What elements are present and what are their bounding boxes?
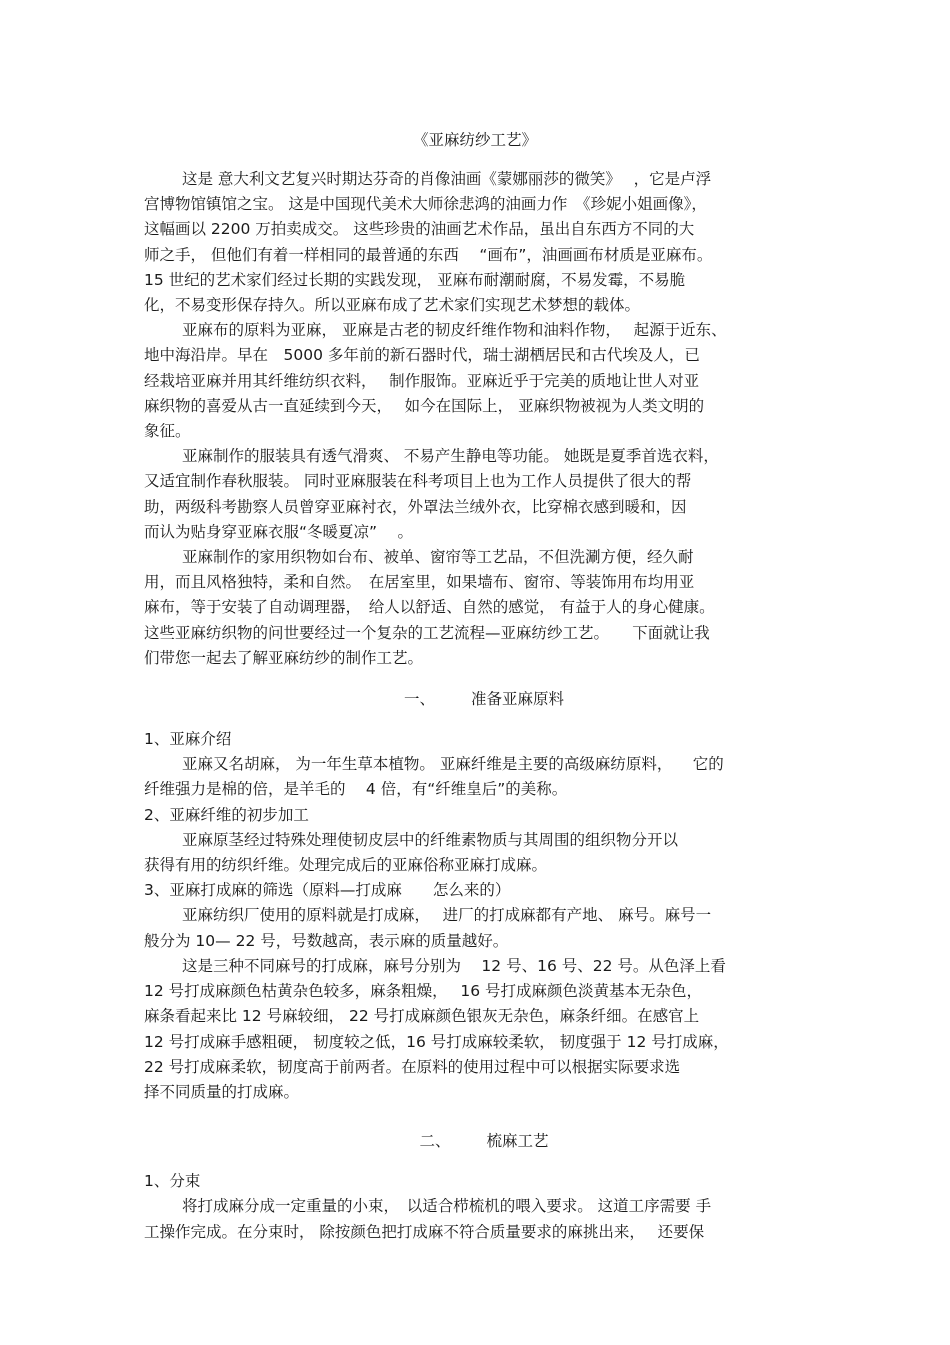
paragraph-line: 用，而且风格独特，柔和自然。 在居室里，如果墙布、窗帘、等装饰用布均用亚	[144, 573, 695, 592]
paragraph-line: 12 号打成麻手感粗硬， 韧度较之低，16 号打成麻较柔软， 韧度强于 12 号打成麻，	[144, 1032, 729, 1051]
paragraph-line: 经栽培亚麻并用其纤维纺织衣料， 制作服饰。亚麻近乎于完美的质地让世人对亚	[144, 371, 700, 390]
paragraph-line: 工操作完成。在分束时， 除按颜色把打成麻不符合质量要求的麻挑出来， 还要保	[144, 1222, 705, 1241]
paragraph-line: 亚麻又名胡麻， 为一年生草本植物。 亚麻纤维是主要的高级麻纺原料， 它的	[182, 755, 724, 774]
document-body	[144, 167, 814, 1245]
section-title: 梳麻工艺	[486, 1132, 549, 1151]
paragraph-line: 择不同质量的打成麻。	[144, 1082, 300, 1101]
paragraph-line: 这是三种不同麻号的打成麻，麻号分别为 12 号、16 号、22 号。从色泽上看	[182, 956, 726, 975]
section-number: 二、	[419, 1132, 451, 1151]
paragraph-line: 宫博物馆镇馆之宝。 这是中国现代美术大师徐悲鸿的油画力作 《珍妮小姐画像》，	[144, 195, 707, 214]
paragraph-line: 们带您一起去了解亚麻纺纱的制作工艺。	[144, 648, 424, 667]
paragraph-line: 纤维强力是棉的倍，是羊毛的 4 倍，有“纤维皇后”的美称。	[144, 780, 568, 799]
paragraph-line: 麻布，等于安装了自动调理器， 给人以舒适、自然的感觉， 有益于人的身心健康。	[144, 598, 715, 617]
document-title: 《亚麻纺纱工艺》	[412, 131, 537, 149]
paragraph-line: 化，不易变形保存持久。所以亚麻布成了艺术家们实现艺术梦想的载体。	[144, 296, 641, 315]
paragraph-line: 这幅画以 2200 万拍卖成交。 这些珍贵的油画艺术作品，虽出自东西方不同的大	[144, 220, 695, 239]
spacer	[144, 1105, 814, 1113]
paragraph-line: 地中海沿岸。早在 5000 多年前的新石器时代，瑞士湖栖居民和古代埃及人，已	[144, 346, 700, 365]
paragraph-line: 22 号打成麻柔软，韧度高于前两者。在原料的使用过程中可以根据实际要求选	[144, 1057, 681, 1076]
paragraph	[144, 903, 814, 953]
paragraph	[144, 828, 814, 878]
paragraph-line: 麻织物的喜爱从古一直延续到今天， 如今在国际上， 亚麻织物被视为人类文明的	[144, 396, 705, 415]
subsection-heading: 1、分束	[144, 1172, 201, 1191]
section-heading	[144, 671, 814, 727]
section-title: 准备亚麻原料	[471, 690, 565, 709]
paragraph	[144, 545, 814, 671]
paragraph-line: 亚麻纺织厂使用的原料就是打成麻， 进厂的打成麻都有产地、 麻号。麻号一	[182, 906, 712, 925]
paragraph-line: 亚麻制作的家用织物如台布、被单、窗帘等工艺品，不但洗涮方便，经久耐	[182, 548, 694, 567]
paragraph-line: 亚麻布的原料为亚麻， 亚麻是古老的韧皮纤维作物和油料作物， 起源于近东、	[182, 321, 727, 340]
paragraph-line: 师之手， 但他们有着一样相同的最普通的东西 “画布”，油画画布材质是亚麻布。	[144, 245, 713, 264]
paragraph-line: 获得有用的纺织纤维。处理完成后的亚麻俗称亚麻打成麻。	[144, 856, 548, 875]
paragraph-line: 助，两级科考勘察人员曾穿亚麻衬衣，外罩法兰绒外衣，比穿棉衣感到暖和，因	[144, 497, 687, 516]
section-number: 一、	[403, 690, 435, 709]
paragraph-line: 这些亚麻纺织物的问世要经过一个复杂的工艺流程—亚麻纺纱工艺。 下面就让我	[144, 623, 710, 642]
subsection-heading: 1、亚麻介绍	[144, 730, 232, 749]
paragraph-line: 15 世纪的艺术家们经过长期的实践发现， 亚麻布耐潮耐腐，不易发霉，不易脆	[144, 270, 686, 289]
paragraph-line: 麻条看起来比 12 号麻较细， 22 号打成麻颜色银灰无杂色，麻条纤细。在感官上	[144, 1007, 700, 1026]
paragraph	[144, 1194, 814, 1244]
section-heading	[144, 1113, 814, 1169]
paragraph-line: 这是 意大利文艺复兴时期达芬奇的肖像油画《蒙娜丽莎的微笑》 ，它是卢浮	[182, 170, 712, 188]
subsection-heading: 2、亚麻纤维的初步加工	[144, 805, 309, 824]
paragraph	[144, 444, 814, 545]
paragraph	[144, 752, 814, 802]
paragraph-line: 般分为 10— 22 号，号数越高，表示麻的质量越好。	[144, 931, 509, 950]
paragraph-line: 将打成麻分成一定重量的小束， 以适合栉梳机的喂入要求。 这道工序需要 手	[182, 1197, 712, 1216]
paragraph-line: 12 号打成麻颜色枯黄杂色较多，麻条粗燥， 16 号打成麻颜色淡黄基本无杂色，	[144, 982, 702, 1001]
paragraph-line: 亚麻原茎经过特殊处理使韧皮层中的纤维素物质与其周围的组织物分开以	[182, 830, 679, 849]
paragraph	[144, 318, 814, 444]
paragraph	[144, 954, 814, 1105]
paragraph-line: 而认为贴身穿亚麻衣服“冬暖夏凉” 。	[144, 522, 413, 541]
paragraph-line: 亚麻制作的服装具有透气滑爽、 不易产生静电等功能。 她既是夏季首选衣料，	[182, 447, 719, 466]
subsection-heading: 3、亚麻打成麻的筛选（原料—打成麻 怎么来的）	[144, 881, 511, 900]
paragraph-line: 象征。	[144, 422, 191, 441]
paragraph-line: 又适宜制作春秋服装。 同时亚麻服装在科考项目上也为工作人员提供了很大的帮	[144, 472, 692, 491]
paragraph	[144, 167, 814, 318]
